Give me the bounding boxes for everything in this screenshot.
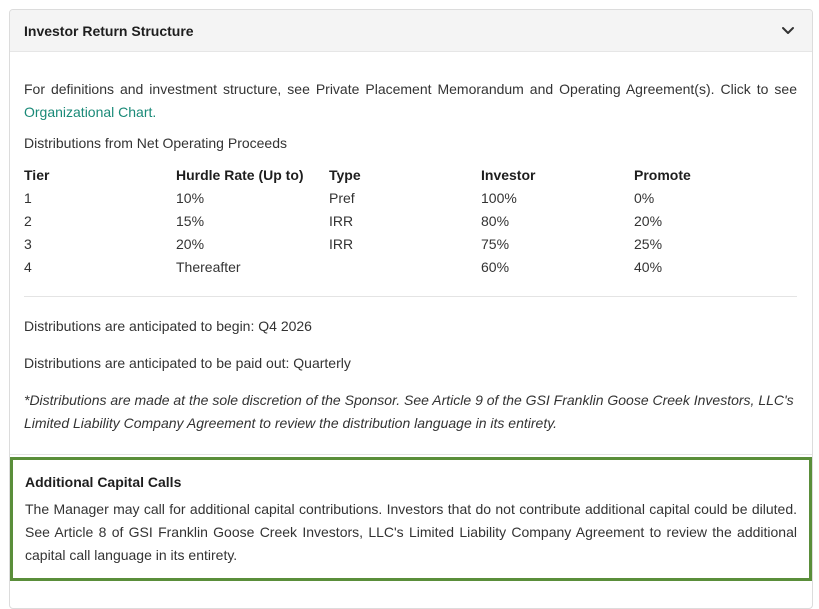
- table-row: [24, 232, 797, 255]
- capital-calls-title: Additional Capital Calls: [25, 474, 182, 490]
- capital-calls-section: [10, 457, 812, 581]
- cell-investor: 100%: [481, 189, 517, 206]
- distributions-disclaimer: *Distributions are made at the sole discretion of the Sponsor. See Article 9 of the GSI Franklin Goose Creek Investors, LLC's Limited Liability Company Agreement to review the distribution language in its entirety.: [24, 392, 794, 431]
- cell-tier: 1: [24, 189, 32, 206]
- cell-type: IRR: [329, 235, 354, 252]
- cell-investor: 60%: [481, 258, 510, 275]
- table-row: [24, 209, 797, 232]
- cell-promote: 25%: [634, 235, 663, 252]
- cell-promote: 0%: [634, 189, 655, 206]
- cell-hurdle-rate: Thereafter: [176, 258, 241, 275]
- cell-type: Pref: [329, 189, 355, 206]
- organizational-chart-link[interactable]: Organizational Chart.: [24, 104, 157, 120]
- distributions-begin: Distributions are anticipated to begin: Q4 2026: [24, 318, 312, 334]
- panel-title: Investor Return Structure: [24, 22, 194, 39]
- table-row: [24, 186, 797, 209]
- chevron-down-icon[interactable]: [780, 23, 796, 39]
- intro-paragraph: [24, 78, 797, 124]
- cell-type: IRR: [329, 212, 354, 229]
- table-header-row: [24, 163, 797, 186]
- header-promote: Promote: [634, 166, 691, 183]
- header-investor: Investor: [481, 166, 536, 183]
- table-row: [24, 255, 797, 278]
- cell-investor: 75%: [481, 235, 510, 252]
- distributions-label: Distributions from Net Operating Proceeds: [24, 135, 287, 151]
- cell-hurdle-rate: 10%: [176, 189, 205, 206]
- section-divider: [24, 296, 797, 297]
- cell-promote: 40%: [634, 258, 663, 275]
- cell-type: [329, 255, 481, 278]
- intro-text: For definitions and investment structure, see Private Placement Memorandum and Operating Agreement(s). Click to see: [24, 81, 797, 97]
- capital-calls-divider: [10, 454, 813, 455]
- header-tier: Tier: [24, 166, 50, 183]
- panel-header[interactable]: [10, 10, 812, 52]
- cell-tier: 4: [24, 258, 32, 275]
- cell-tier: 2: [24, 212, 32, 229]
- distributions-paid-out: Distributions are anticipated to be paid out: Quarterly: [24, 355, 351, 371]
- panel-body: [10, 78, 812, 435]
- cell-hurdle-rate: 20%: [176, 235, 205, 252]
- capital-calls-text: The Manager may call for additional capital contributions. Investors that do not contribute additional capital could be diluted. See Article 8 of GSI Franklin Goose Creek Investors, LLC's Limited Liability Company Agreement to review the additional capital call language in its entirety.: [25, 501, 797, 563]
- header-hurdle-rate: Hurdle Rate (Up to): [176, 166, 304, 183]
- cell-tier: 3: [24, 235, 32, 252]
- investor-return-panel: [9, 9, 813, 609]
- cell-hurdle-rate: 15%: [176, 212, 205, 229]
- cell-investor: 80%: [481, 212, 510, 229]
- tiers-table: [24, 163, 797, 278]
- header-type: Type: [329, 166, 361, 183]
- cell-promote: 20%: [634, 212, 663, 229]
